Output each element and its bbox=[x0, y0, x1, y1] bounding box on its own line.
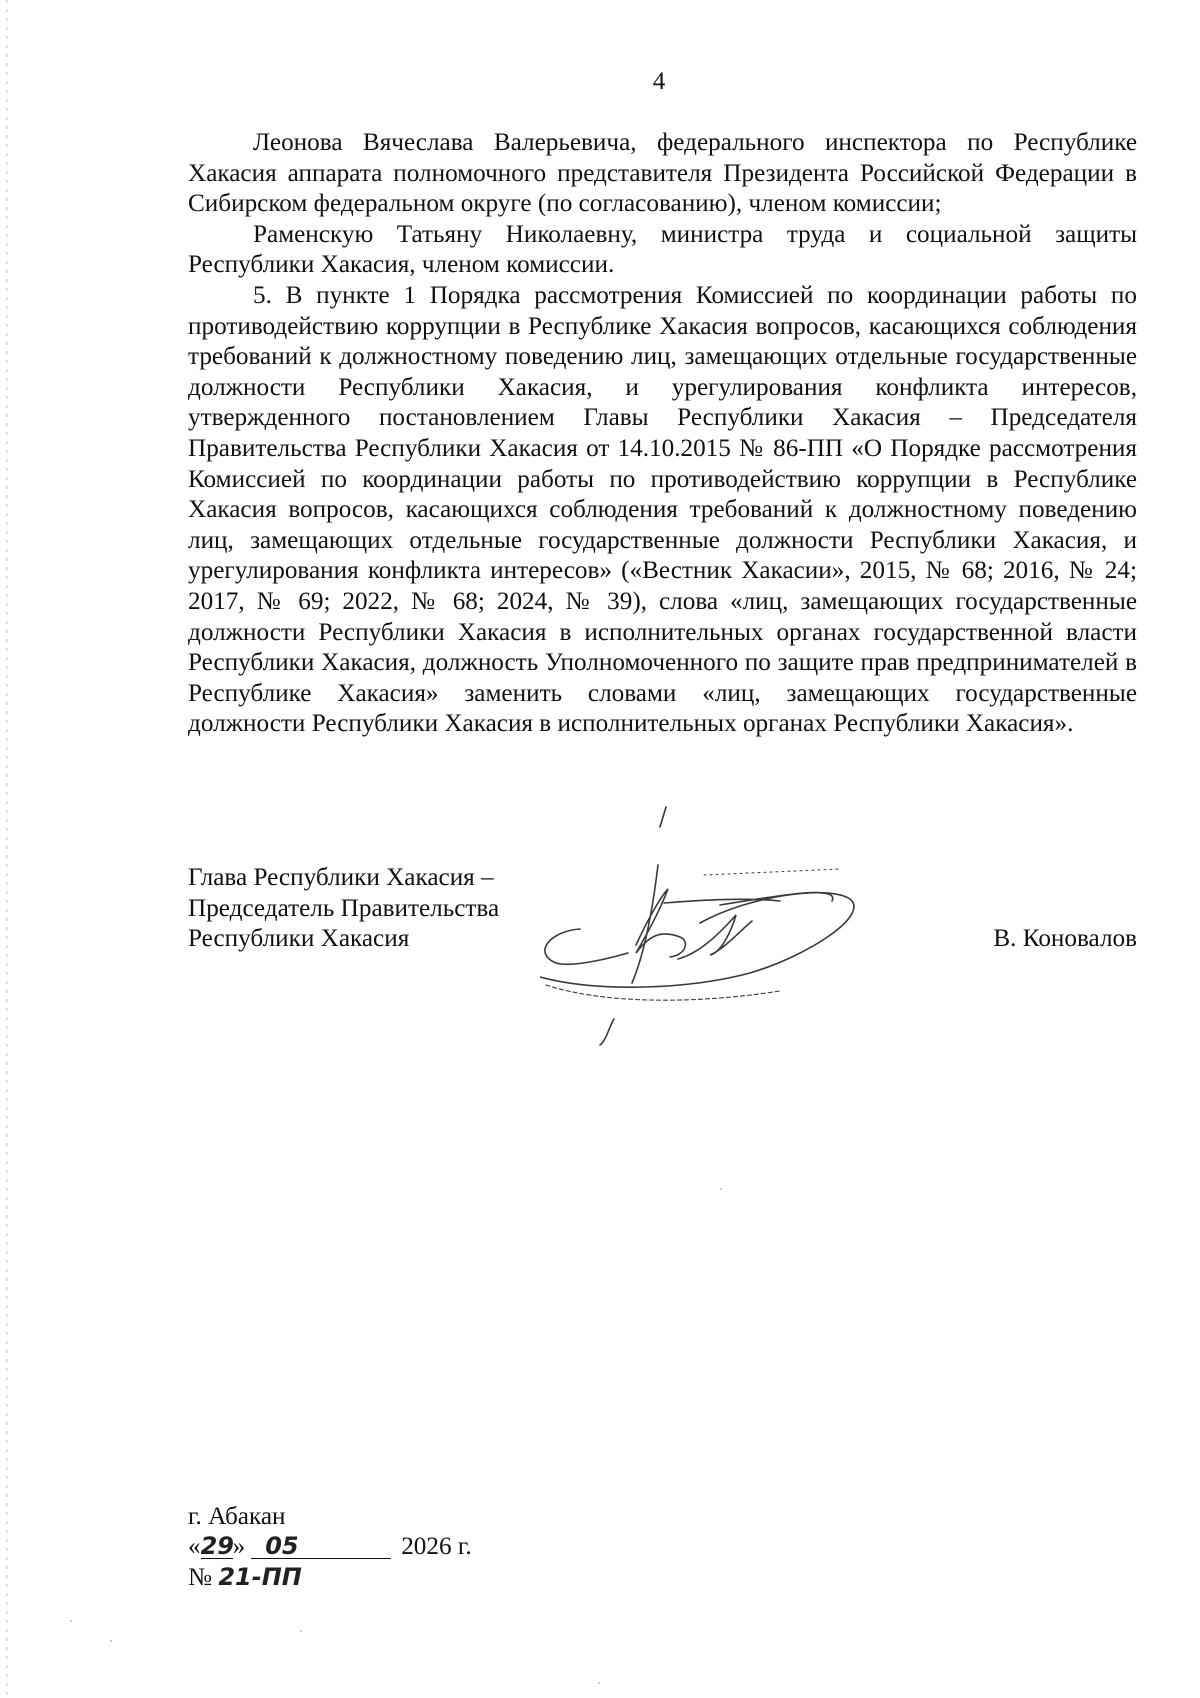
document-body bbox=[188, 128, 1137, 740]
document-number-value: 21-ПП bbox=[218, 1563, 302, 1591]
signer-title-line: Глава Республики Хакасия – bbox=[188, 864, 494, 891]
signer-title bbox=[188, 863, 499, 955]
paragraph-ramenskaya: Раменскую Татьяну Николаевну, министра труда и социальной защиты Республики Хакасия, членом комиссии. bbox=[188, 220, 1137, 279]
paragraph-leonov: Леонова Вячеслава Валерьевича, федерального инспектора по Республике Хакасия аппарата полномочного представителя Президента Российской Федерации в Сибирском федеральном округе (по согласованию), членом комиссии; bbox=[188, 129, 1137, 218]
place-of-signing: г. Абакан bbox=[188, 1503, 286, 1530]
scan-speck bbox=[598, 1682, 600, 1684]
scan-speck bbox=[70, 1620, 72, 1622]
date-day: 29 bbox=[200, 1532, 234, 1560]
document-number bbox=[188, 1562, 302, 1593]
date-year: 2026 г. bbox=[401, 1533, 472, 1560]
handwritten-signature bbox=[540, 805, 940, 1055]
signing-date bbox=[188, 1532, 472, 1562]
date-open-quote: « bbox=[188, 1533, 201, 1560]
document-number-prefix: № bbox=[188, 1564, 213, 1591]
date-close-quote: » bbox=[232, 1533, 246, 1560]
signer-title-line: Республики Хакасия bbox=[188, 925, 410, 953]
scan-speck bbox=[720, 1188, 722, 1190]
scan-speck bbox=[300, 1630, 302, 1632]
page-number: 4 bbox=[652, 68, 666, 95]
scan-speck bbox=[110, 1640, 112, 1642]
signer-title-line: Председатель Правительства bbox=[188, 894, 500, 922]
date-month-field bbox=[251, 1532, 391, 1560]
date-month: 05 bbox=[265, 1532, 299, 1560]
paragraph-item-5: 5. В пункте 1 Порядка рассмотрения Комиссией по координации работы по противодействию коррупции в Республике Хакасия вопросов, касающихся соблюдения требований к должностному поведению лиц, замещающих отдельные государственные должности Республики Хакасия, и урегулирования конфликта интересов, утвержденного постановлением Главы Республики Хакасия – Председателя Правительства Республики Хакасия от 14.10.2015 № 86-ПП «О Порядке рассмотрения Комиссией по координации работы по противодействию коррупции в Республике Хакасия вопросов, касающихся соблюдения требований к должностному поведению лиц, замещающих отдельные государственные должности Республики Хакасия, и урегулирования конфликта интересов» («Вестник Хакасии», 2015, № 68; 2016, № 24; 2017, № 69; 2022, № 68; 2024, № 39), слова «лиц, замещающих государственные должности Республики Хакасия в исполнительных органах государственной власти Республики Хакасия, должность Уполномоченного по защите прав предпринимателей в Республике Хакасия» заменить словами «лиц, замещающих государственные должности Республики Хакасия в исполнительных органах Республики Хакасия». bbox=[188, 281, 1137, 738]
scan-edge-artifact bbox=[6, 0, 8, 1698]
signer-name: В. Коновалов bbox=[993, 925, 1137, 952]
date-day-field bbox=[200, 1532, 234, 1560]
